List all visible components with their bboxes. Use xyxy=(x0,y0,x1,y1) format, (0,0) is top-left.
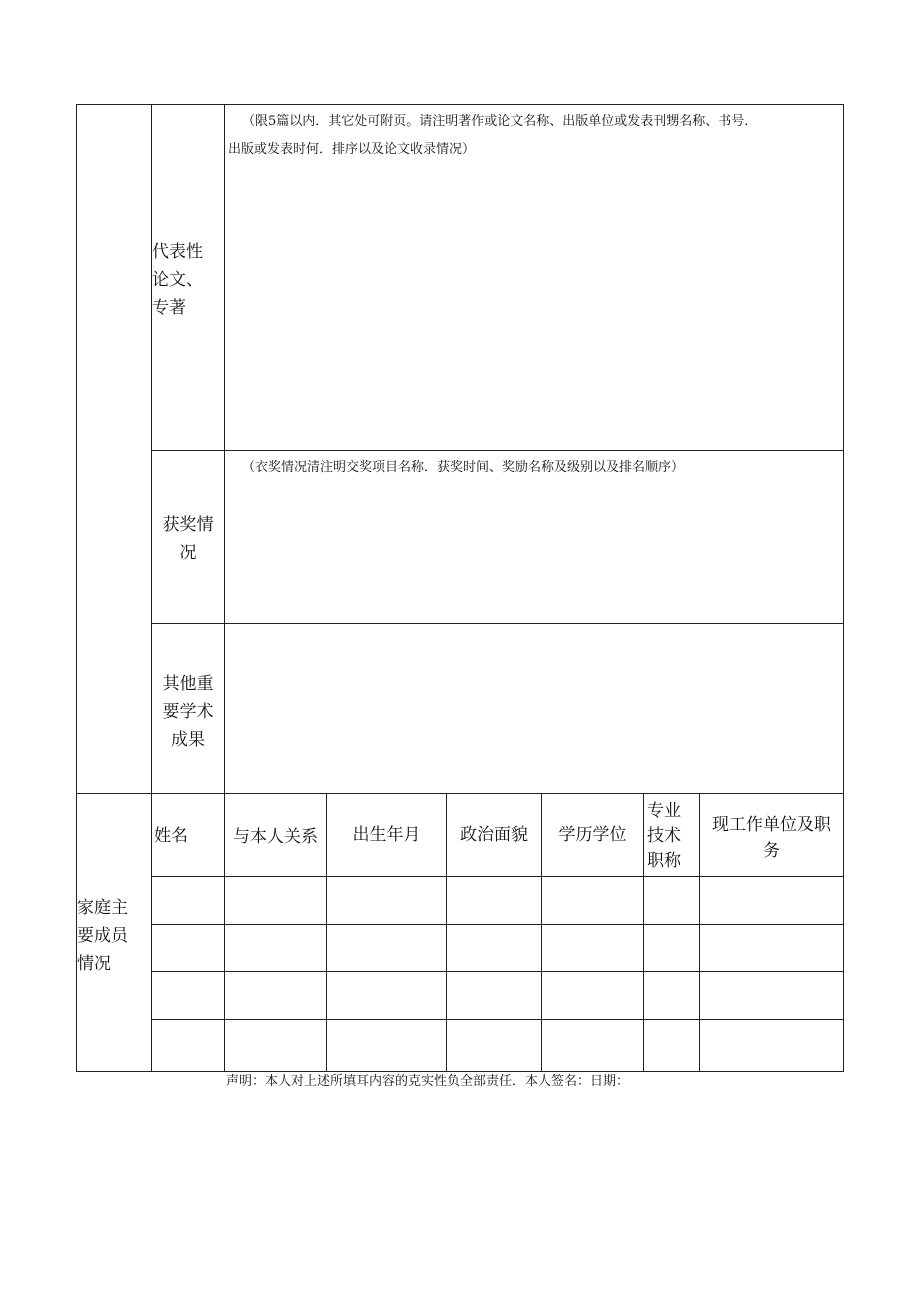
col-header-professional-title: 专业 技术 职称 xyxy=(647,801,681,871)
family-cell-workplace[interactable] xyxy=(701,973,842,1018)
declaration-statement: 声明：本人对上述所填耳内容的克实性负全部责任．本人签名：日期： xyxy=(226,1074,630,1089)
family-row-divider-1 xyxy=(151,876,844,877)
family-cell-education[interactable] xyxy=(543,878,642,923)
family-label: 家庭主 要成员 情况 xyxy=(77,898,128,974)
family-cell-birth[interactable] xyxy=(328,878,445,923)
col-header-name: 姓名 xyxy=(154,826,188,846)
table-border-bottom xyxy=(76,1071,844,1072)
awards-input-area[interactable] xyxy=(226,484,841,620)
family-cell-relation[interactable] xyxy=(226,1021,325,1070)
family-row-divider-4 xyxy=(151,1019,844,1020)
family-cell-title[interactable] xyxy=(645,1021,698,1070)
family-cell-workplace[interactable] xyxy=(701,878,842,923)
family-cell-name[interactable] xyxy=(153,878,223,923)
family-cell-education[interactable] xyxy=(543,1021,642,1070)
other-achievements-input-area[interactable] xyxy=(226,626,841,791)
divider-awards-other xyxy=(151,623,844,624)
family-row-divider-2 xyxy=(151,924,844,925)
divider-content-column xyxy=(224,104,225,794)
col-header-relation: 与本人关系 xyxy=(233,827,318,847)
papers-input-area[interactable] xyxy=(226,166,841,448)
family-cell-relation[interactable] xyxy=(226,878,325,923)
family-cell-workplace[interactable] xyxy=(701,926,842,970)
col-header-politics: 政治面貌 xyxy=(460,825,528,845)
family-cell-title[interactable] xyxy=(645,878,698,923)
family-cell-relation[interactable] xyxy=(226,973,325,1018)
awards-label: 获奖情 况 xyxy=(162,515,214,563)
awards-hint: （衣奖情况清注明交奖项目名称．获奖时间、奖励名称及级别以及排名顺序） xyxy=(242,460,685,475)
divider-papers-awards xyxy=(151,450,844,451)
col-header-workplace: 现工作单位及职 务 xyxy=(712,815,831,861)
family-cell-workplace[interactable] xyxy=(701,1021,842,1070)
family-cell-birth[interactable] xyxy=(328,1021,445,1070)
family-cell-title[interactable] xyxy=(645,973,698,1018)
family-row-divider-3 xyxy=(151,971,844,972)
papers-hint: （限5篇以内．其它处可附页。请注明著作或论文名称、出版单位或发表刊甥名称、书号． 出版或发表时何．排序以及论文收录情况） xyxy=(228,114,758,157)
family-cell-politics[interactable] xyxy=(448,1021,540,1070)
family-cell-name[interactable] xyxy=(153,973,223,1018)
family-cell-education[interactable] xyxy=(543,926,642,970)
table-border-right xyxy=(843,104,844,1072)
other-achievements-label: 其他重 要学术 成果 xyxy=(162,674,214,750)
family-cell-name[interactable] xyxy=(153,1021,223,1070)
family-cell-relation[interactable] xyxy=(226,926,325,970)
family-cell-politics[interactable] xyxy=(448,878,540,923)
col-header-education: 学历学位 xyxy=(558,825,627,845)
divider-upper-family xyxy=(76,793,844,794)
col-header-birth: 出生年月 xyxy=(352,825,421,845)
table-border-top xyxy=(76,104,844,105)
family-cell-name[interactable] xyxy=(153,926,223,970)
family-cell-politics[interactable] xyxy=(448,973,540,1018)
family-cell-education[interactable] xyxy=(543,973,642,1018)
family-cell-title[interactable] xyxy=(645,926,698,970)
family-cell-politics[interactable] xyxy=(448,926,540,970)
family-cell-birth[interactable] xyxy=(328,926,445,970)
papers-label: 代表性 论文、 专著 xyxy=(152,242,203,318)
family-cell-birth[interactable] xyxy=(328,973,445,1018)
application-form-table xyxy=(76,104,844,1072)
